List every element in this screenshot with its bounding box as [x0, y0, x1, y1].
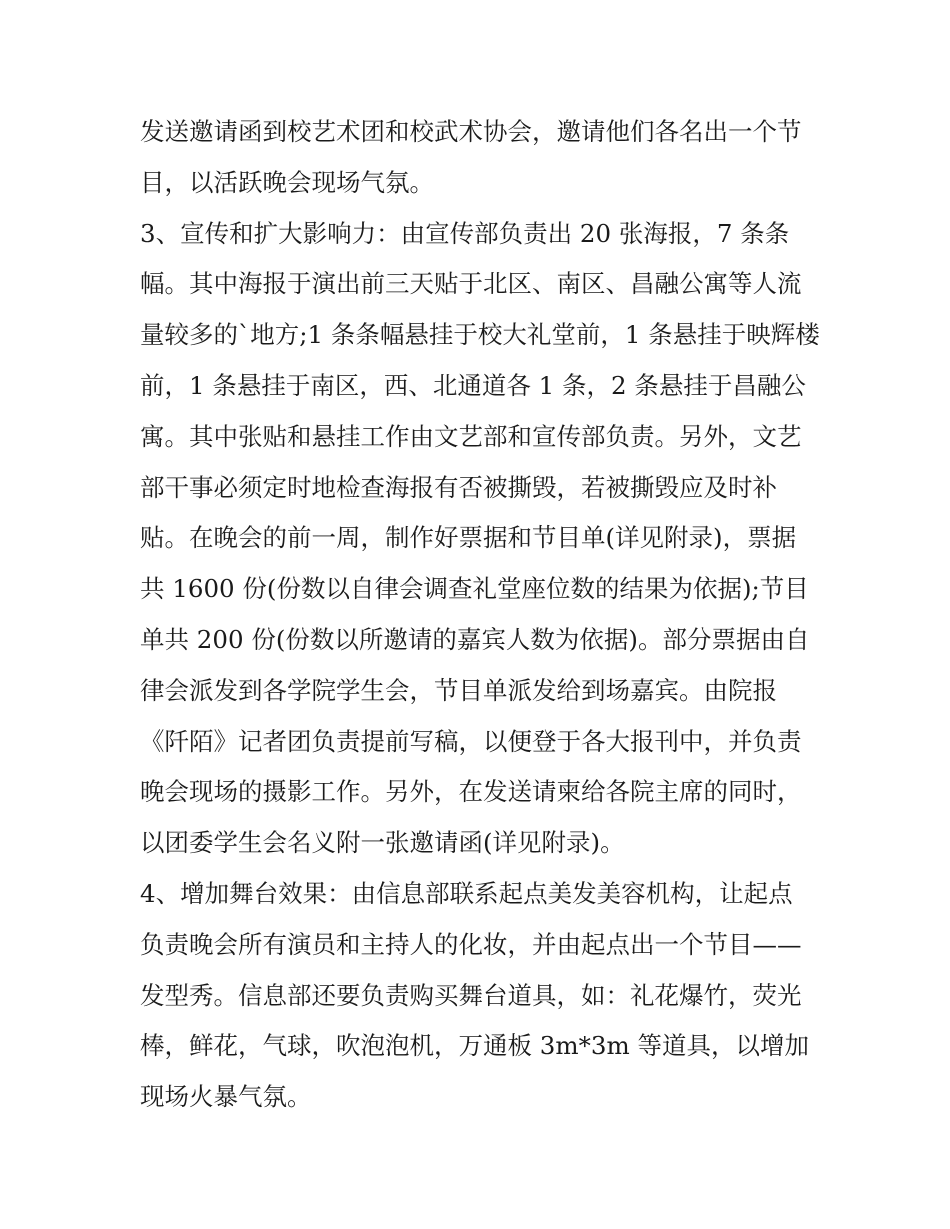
text-line: 以团委学生会名义附一张邀请函(详见附录)。 [140, 828, 625, 858]
text-line: 发型秀。信息部还要负责购买舞台道具，如：礼花爆竹，荧光 [140, 980, 802, 1010]
text-line: 寓。其中张贴和悬挂工作由文艺部和宣传部负责。另外，文艺 [140, 421, 802, 451]
text-line: 前，1 条悬挂于南区，西、北通道各 1 条，2 条悬挂于昌融公 [140, 370, 806, 400]
text-line: 幅。其中海报于演出前三天贴于北区、南区、昌融公寓等人流 [140, 269, 802, 299]
text-line: 律会派发到各学院学生会，节目单派发给到场嘉宾。由院报 [140, 675, 777, 705]
text-line: 共 1600 份(份数以自律会调查礼堂座位数的结果为依据);节目 [140, 574, 809, 604]
text-line: 4、增加舞台效果：由信息部联系起点美发美容机构，让起点 [140, 878, 793, 908]
text-line: 发送邀请函到校艺术团和校武术协会，邀请他们各名出一个节 [140, 117, 802, 146]
text-line: 《阡陌》记者团负责提前写稿，以便登于各大报刊中，并负责 [140, 726, 802, 756]
text-line: 棒，鲜花，气球，吹泡泡机，万通板 3m*3m 等道具，以增加 [140, 1031, 809, 1061]
text-line: 量较多的`地方;1 条条幅悬挂于校大礼堂前，1 条悬挂于映辉楼 [140, 320, 820, 350]
text-line: 贴。在晚会的前一周，制作好票据和节目单(详见附录)，票据 [140, 523, 797, 553]
document-body [140, 107, 820, 1123]
text-line: 现场火暴气氛。 [140, 1082, 312, 1112]
text-line: 晚会现场的摄影工作。另外，在发送请柬给各院主席的同时， [140, 777, 802, 807]
text-line: 目，以活跃晚会现场气氛。 [140, 167, 434, 197]
text-line: 部干事必须定时地检查海报有否被撕毁，若被撕毁应及时补 [140, 472, 777, 502]
text-line: 负责晚会所有演员和主持人的化妆，并由起点出一个节目—— [140, 929, 802, 959]
text-line: 单共 200 份(份数以所邀请的嘉宾人数为依据)。部分票据由自 [140, 624, 810, 654]
text-line: 3、宣传和扩大影响力：由宣传部负责出 20 张海报，7 条条 [140, 218, 790, 248]
